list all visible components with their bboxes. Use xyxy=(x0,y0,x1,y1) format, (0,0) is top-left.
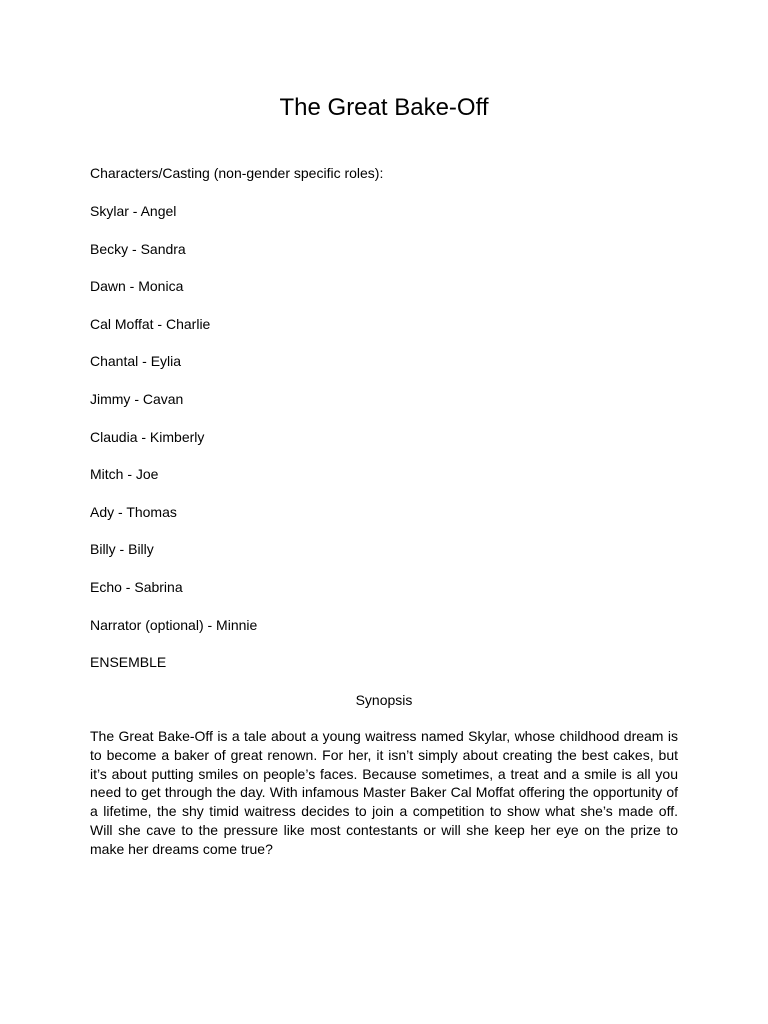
cast-intro: Characters/Casting (non-gender specific roles): xyxy=(90,165,384,181)
cast-item: Cal Moffat - Charlie xyxy=(90,315,211,332)
cast-item: ENSEMBLE xyxy=(90,654,167,671)
synopsis-body: The Great Bake-Off is a tale about a young waitress named Skylar, whose childhood dream is to become a baker of great renown. For her, it isn’t simply about creating the best cakes, but it’s about putting smiles on people’s faces. Because sometimes, a treat and a smile is all you need to get through the day. With infamous Master Baker Cal Moffat offering the opportunity of a lifetime, the shy timid waitress decides to join a competition to show what she’s made off. Will she cave to the pressure like most contestants or will she keep her eye on the prize to make her dreams come true? xyxy=(90,728,678,857)
document-title: The Great Bake-Off xyxy=(279,94,489,121)
cast-item: Claudia - Kimberly xyxy=(90,428,205,445)
cast-item: Chantal - Eylia xyxy=(90,353,182,370)
cast-item: Narrator (optional) - Minnie xyxy=(90,616,258,633)
cast-item: Mitch - Joe xyxy=(90,466,159,483)
cast-item: Ady - Thomas xyxy=(90,503,177,520)
cast-item: Skylar - Angel xyxy=(90,203,177,219)
cast-item: Becky - Sandra xyxy=(90,240,186,257)
cast-item: Jimmy - Cavan xyxy=(90,390,184,407)
cast-list xyxy=(90,201,257,690)
synopsis-heading: Synopsis xyxy=(355,692,413,708)
cast-item: Dawn - Monica xyxy=(90,278,184,295)
cast-item: Echo - Sabrina xyxy=(90,578,183,595)
cast-item: Billy - Billy xyxy=(90,541,154,558)
